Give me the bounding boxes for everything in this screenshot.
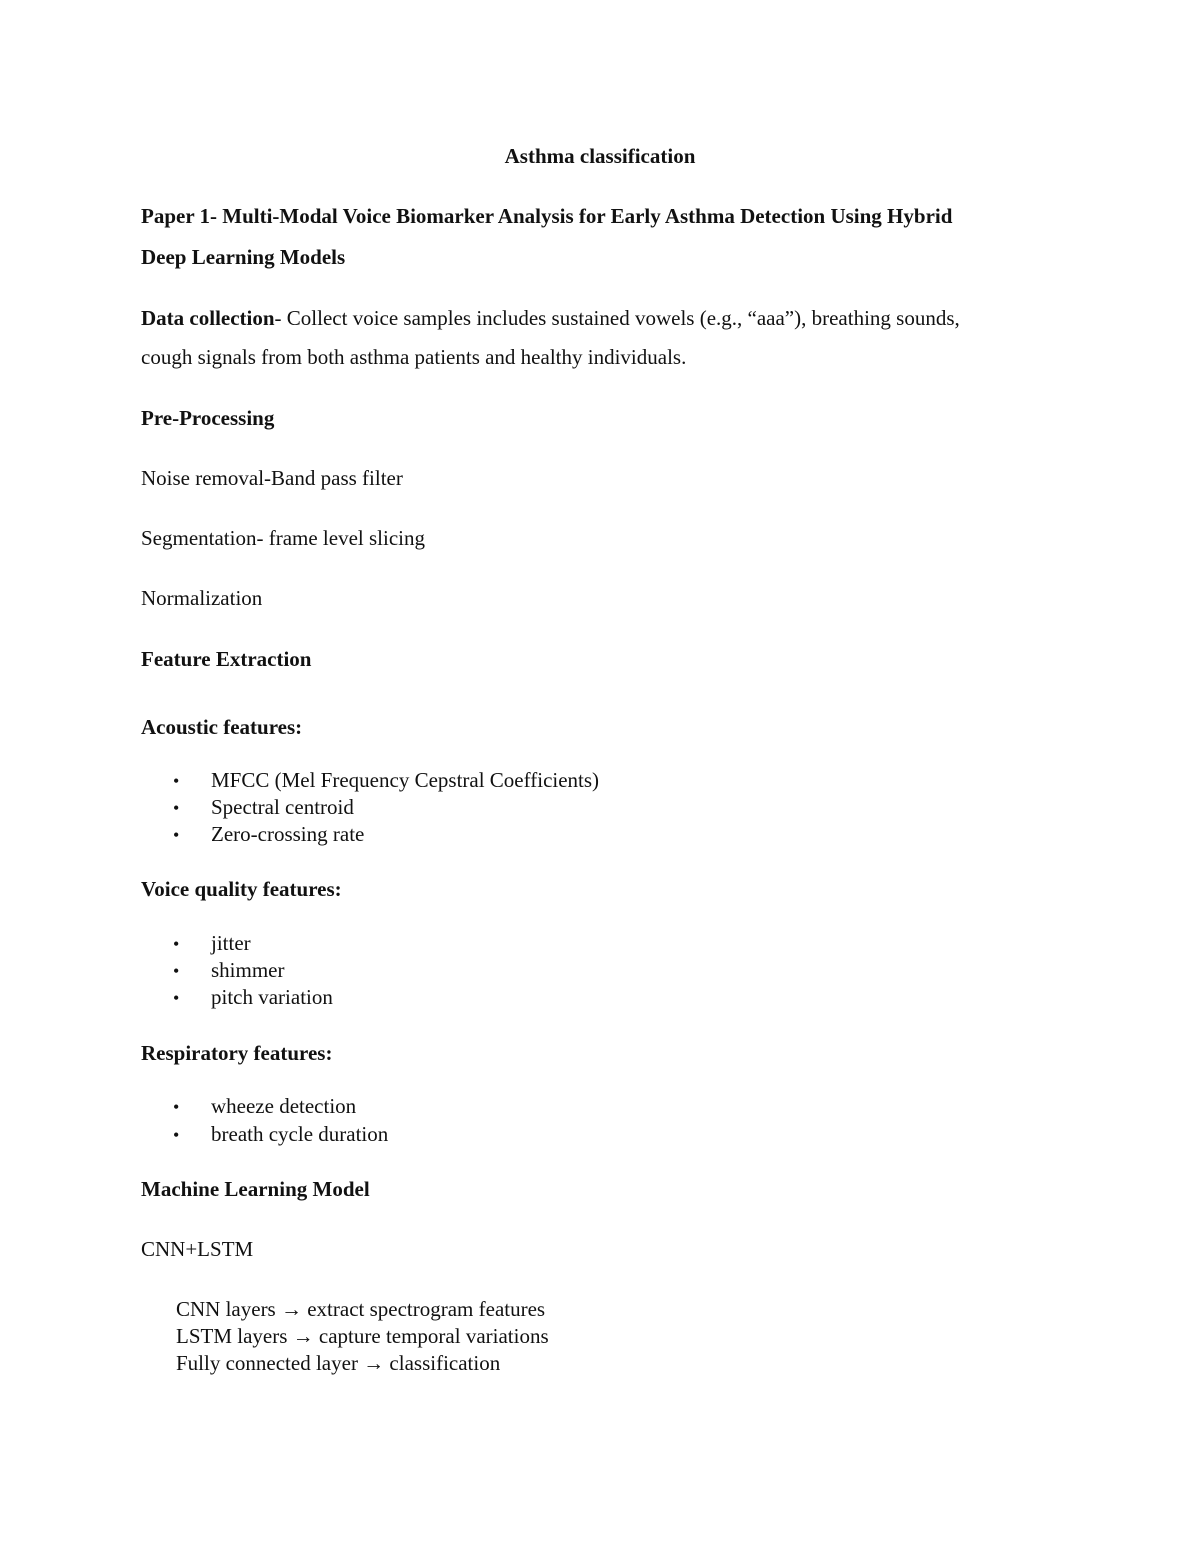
model-layer-item: CNN layers → extract spectrogram features: [176, 1297, 546, 1321]
bullet-icon: •: [173, 771, 180, 791]
preprocessing-item: Normalization: [141, 586, 263, 610]
bullet-icon: •: [173, 798, 180, 818]
feature-extraction-heading: Feature Extraction: [141, 647, 312, 671]
bullet-icon: •: [173, 934, 180, 954]
preprocessing-item: Noise removal-Band pass filter: [141, 466, 403, 490]
paper-heading-line-2: Deep Learning Models: [141, 245, 346, 269]
model-layer-item: Fully connected layer → classification: [176, 1351, 501, 1375]
respiratory-features-heading: Respiratory features:: [141, 1041, 333, 1065]
bullet-icon: •: [173, 988, 180, 1008]
respiratory-feature-item: breath cycle duration: [211, 1122, 389, 1146]
voice-quality-features-heading: Voice quality features:: [141, 877, 342, 901]
data-collection-text: - Collect voice samples includes sustained vowels (e.g., “aaa”), breathing sounds,: [274, 306, 960, 330]
data-collection-paragraph-line-2: cough signals from both asthma patients and healthy individuals.: [141, 345, 687, 369]
model-layer-item: LSTM layers → capture temporal variations: [176, 1324, 549, 1348]
bullet-icon: •: [173, 825, 180, 845]
acoustic-features-heading: Acoustic features:: [141, 715, 303, 739]
acoustic-feature-item: MFCC (Mel Frequency Cepstral Coefficients): [211, 768, 600, 792]
preprocessing-heading: Pre-Processing: [141, 406, 275, 430]
voice-quality-feature-item: shimmer: [211, 958, 285, 982]
respiratory-feature-item: wheeze detection: [211, 1094, 357, 1118]
model-name: CNN+LSTM: [141, 1237, 254, 1261]
paper-heading-line-1: Paper 1- Multi-Modal Voice Biomarker Analysis for Early Asthma Detection Using Hybrid: [141, 204, 953, 228]
voice-quality-feature-item: pitch variation: [211, 985, 333, 1009]
acoustic-feature-item: Zero-crossing rate: [211, 822, 365, 846]
data-collection-label: Data collection: [141, 306, 275, 330]
preprocessing-item: Segmentation- frame level slicing: [141, 526, 425, 550]
bullet-icon: •: [173, 961, 180, 981]
bullet-icon: •: [173, 1125, 180, 1145]
acoustic-feature-item: Spectral centroid: [211, 795, 354, 819]
machine-learning-model-heading: Machine Learning Model: [141, 1177, 370, 1201]
data-collection-paragraph-line-1: [141, 308, 960, 329]
bullet-icon: •: [173, 1097, 180, 1117]
document-title: Asthma classification: [504, 144, 696, 168]
voice-quality-feature-item: jitter: [211, 931, 251, 955]
